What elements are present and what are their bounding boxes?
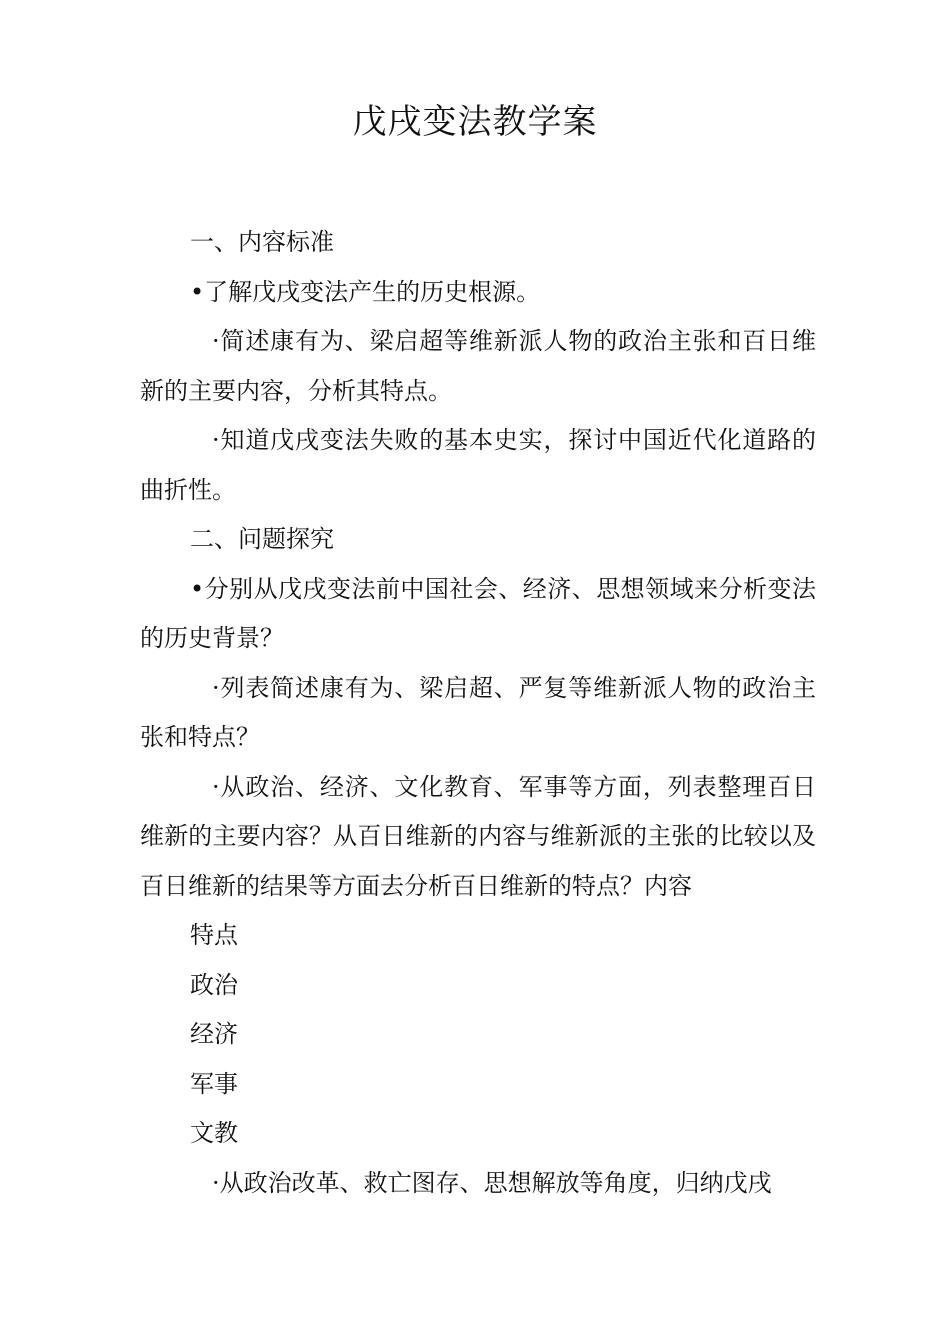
section-heading-content-standard: 一、内容标准: [190, 228, 334, 256]
table-label-politics: 政治: [190, 970, 238, 999]
document-title: 戊戌变法教学案: [352, 102, 598, 142]
document-body: [140, 218, 816, 1208]
table-label-culture-education: 文教: [190, 1119, 238, 1147]
standard-item-3: ·知道戊戌变法失败的基本史实，探讨中国近代化道路的曲折性。: [140, 426, 816, 504]
standard-item-2: ·简述康有为、梁启超等维新派人物的政治主张和百日维新的主要内容，分析其特点。: [140, 327, 816, 405]
standard-item-1: •了解戊戌变法产生的历史根源。: [190, 277, 541, 306]
inquiry-item-4: ·从政治改革、救亡图存、思想解放等角度，归纳戊戌: [212, 1168, 772, 1197]
section-heading-problem-inquiry: 二、问题探究: [190, 525, 334, 553]
inquiry-item-2: ·列表简述康有为、梁启超、严复等维新派人物的政治主张和特点？: [140, 673, 816, 751]
inquiry-item-3: ·从政治、经济、文化教育、军事等方面，列表整理百日维新的主要内容？从百日维新的内容与维新派的主张的比较以及百日维新的结果等方面去分析百日维新的特点？内容: [140, 772, 816, 900]
inquiry-item-1: •分别从戊戌变法前中国社会、经济、思想领域来分析变法的历史背景？: [140, 574, 816, 652]
table-label-features: 特点: [190, 921, 238, 949]
table-label-military: 军事: [190, 1069, 238, 1098]
table-label-economy: 经济: [190, 1020, 238, 1048]
